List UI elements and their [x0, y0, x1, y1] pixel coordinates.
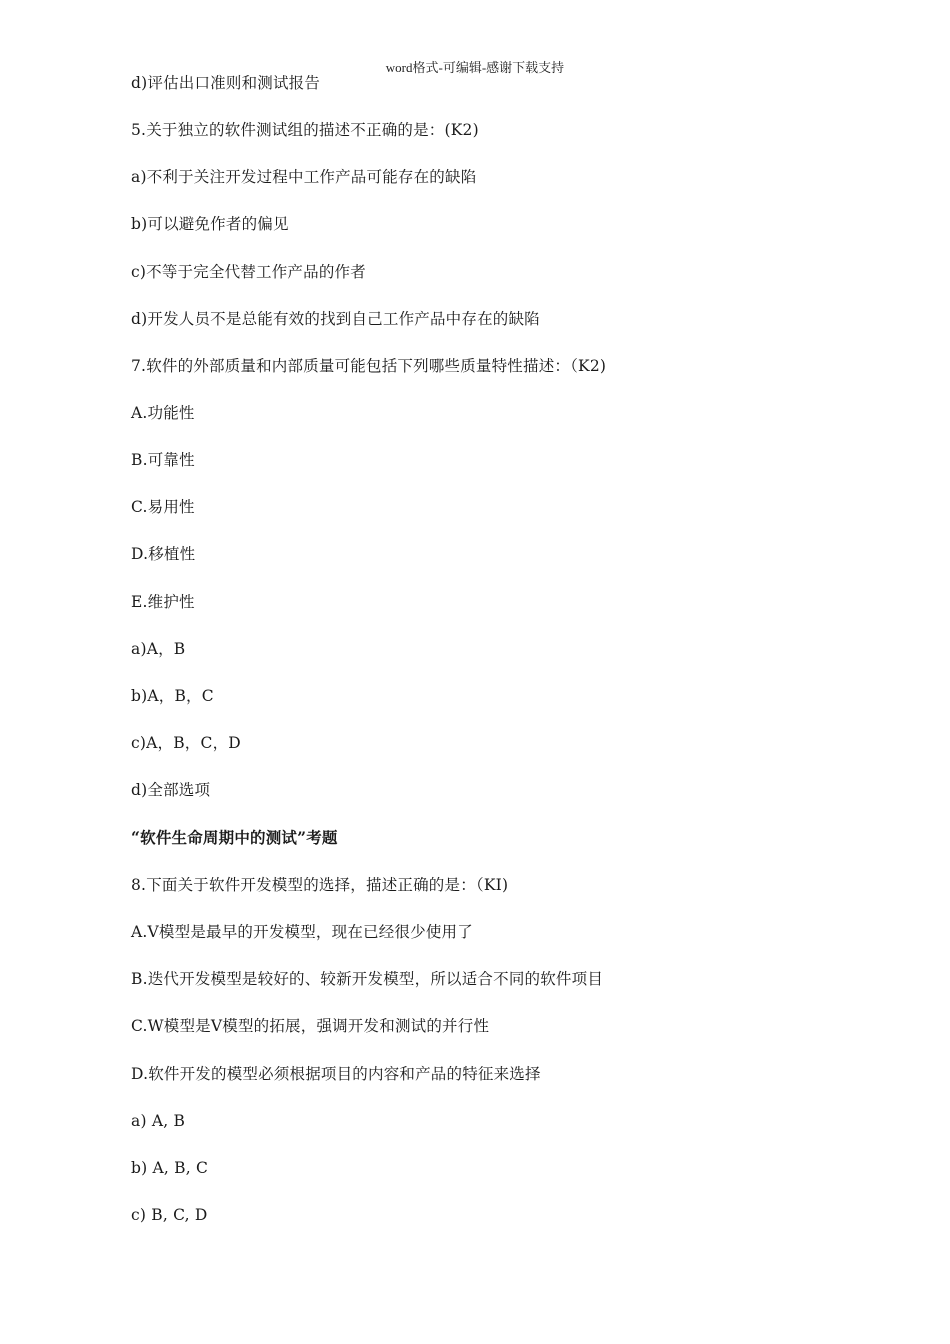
choice-A: A.功能性 — [131, 404, 195, 422]
option-b: b)A，B，C — [131, 687, 214, 705]
option-d: d)开发人员不是总能有效的找到自己工作产品中存在的缺陷 — [131, 310, 540, 328]
option-d: d)全部选项 — [131, 781, 211, 799]
choice-E: E.维护性 — [131, 593, 195, 611]
question-7: 7.软件的外部质量和内部质量可能包括下列哪些质量特性描述：（K2) — [131, 357, 607, 375]
option-c: c)A，B，C，D — [131, 734, 241, 752]
question-8: 8.下面关于软件开发模型的选择，描述正确的是：（KI) — [131, 876, 509, 894]
choice-D: D.软件开发的模型必须根据项目的内容和产品的特征来选择 — [131, 1065, 541, 1083]
option-a: a)不利于关注开发过程中工作产品可能存在的缺陷 — [131, 168, 477, 186]
page-header: word格式-可编辑-感谢下载支持 — [385, 60, 565, 75]
option-b: b)可以避免作者的偏见 — [131, 215, 289, 233]
choice-B: B.可靠性 — [131, 451, 195, 469]
option-c: c) B, C, D — [131, 1206, 208, 1224]
choice-D: D.移植性 — [131, 545, 196, 563]
option-a: a)A，B — [131, 640, 186, 658]
section-heading: “软件生命周期中的测试”考题 — [131, 828, 338, 847]
choice-A: A.V模型是最早的开发模型，现在已经很少使用了 — [131, 923, 473, 941]
question-5: 5.关于独立的软件测试组的描述不正确的是：(K2) — [131, 121, 479, 139]
option-a: a) A, B — [131, 1112, 186, 1130]
option-b: b) A, B, C — [131, 1159, 209, 1177]
option-c: c)不等于完全代替工作产品的作者 — [131, 263, 366, 281]
choice-B: B.迭代开发模型是较好的、较新开发模型，所以适合不同的软件项目 — [131, 970, 604, 988]
option-d: d)评估出口准则和测试报告 — [131, 74, 321, 92]
choice-C: C.W模型是V模型的拓展，强调开发和测试的并行性 — [131, 1017, 490, 1035]
choice-C: C.易用性 — [131, 498, 195, 516]
